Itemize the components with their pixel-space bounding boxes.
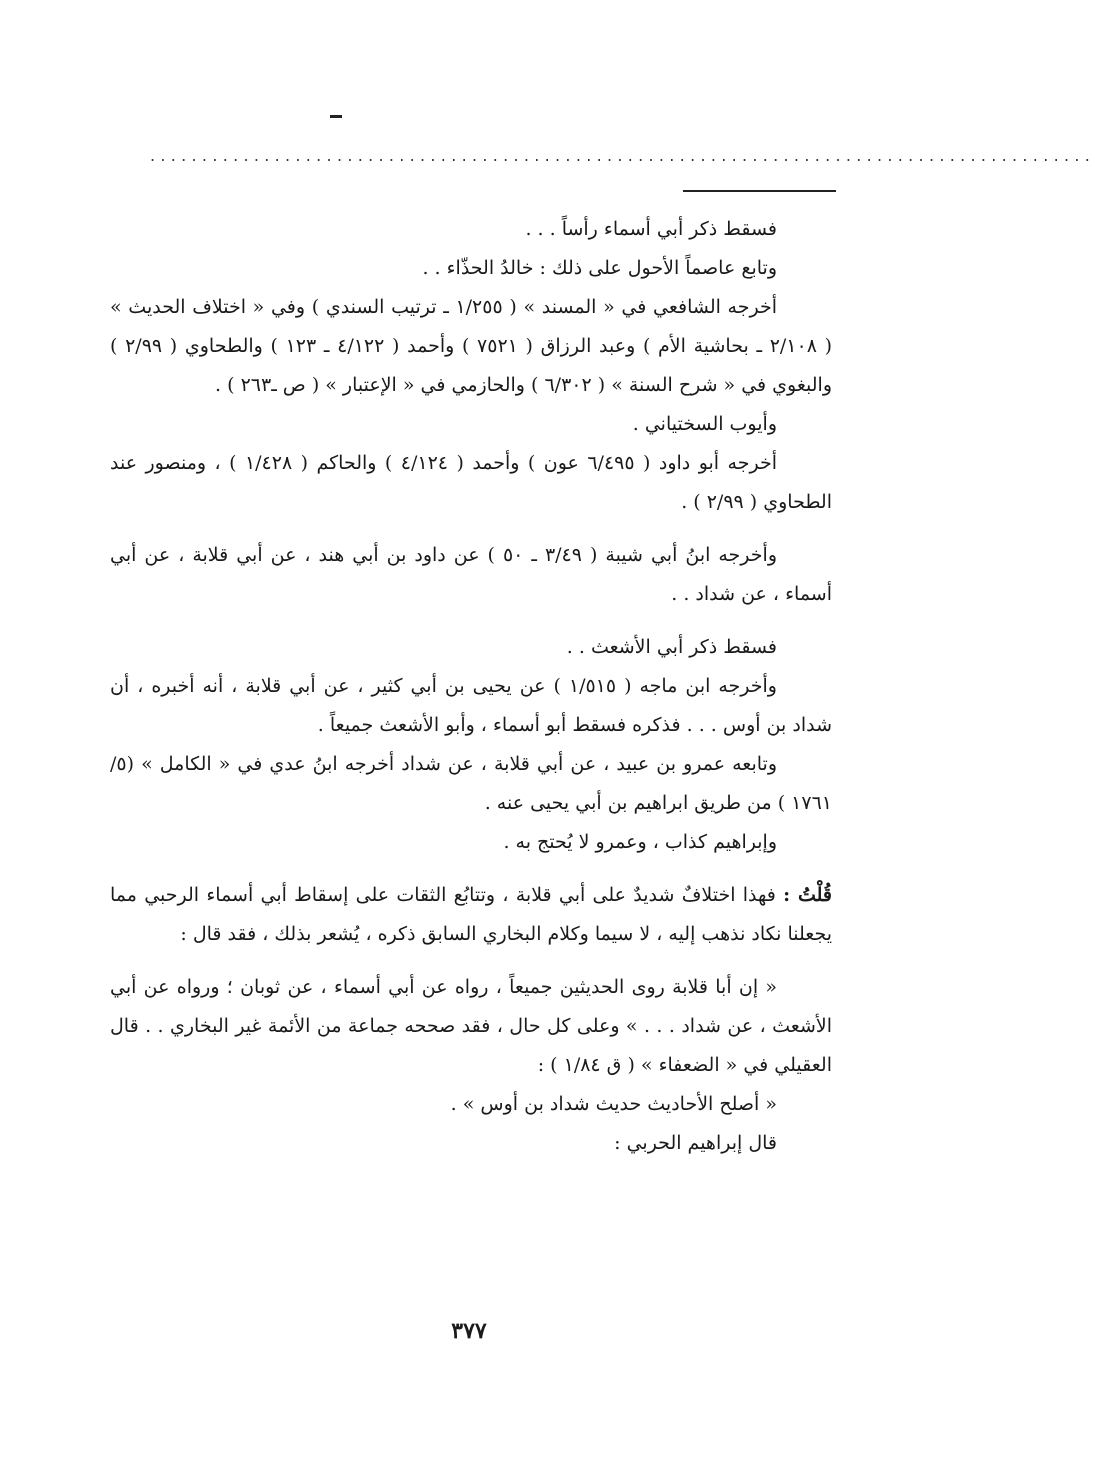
top-dash-mark <box>330 115 342 118</box>
paragraph: وتابعه عمرو بن عبيد ، عن أبي قلابة ، عن شداد أخرجه ابنُ عدي في « الكامل » (٥/ ١٧٦١ ) من طريق ابراهيم بن أبي يحيى عنه . <box>110 753 832 814</box>
paragraph: « أصلح الأحاديث حديث شداد بن أوس » . <box>450 1093 777 1115</box>
paragraph: أخرجه الشافعي في « المسند » ( ١/٢٥٥ ـ ترتيب السندي ) وفي « اختلاف الحديث » ( ٢/١٠٨ ـ بحاشية الأم ) وعبد الرزاق ( ٧٥٢١ ) وأحمد ( ٤/١٢٢ ـ ١٢٣ ) والطحاوي ( ٢/٩٩ ) والبغوي في « شرح السنة » ( ٦/٣٠٢ ) والحازمي في « الإعتبار » ( ص ـ٢٦٣ ) . <box>110 296 833 396</box>
paragraph: وتابع عاصماً الأحول على ذلك : خالدُ الحذّاء . . <box>422 257 777 279</box>
paragraph-text: فهذا اختلافٌ شديدٌ على أبي قلابة ، وتتابُع الثقات على إسقاط أبي أسماء الرحبي مما يجعلنا نكاد نذهب إليه ، لا سيما وكلام البخاري السابق ذكره ، يُشعر بذلك ، فقد قال : <box>110 884 832 945</box>
paragraph: أخرجه أبو داود ( ٦/٤٩٥ عون ) وأحمد ( ٤/١٢٤ ) والحاكم ( ١/٤٢٨ ) ، ومنصور عند الطحاوي ( ٢/٩٩ ) . <box>110 452 832 513</box>
main-text <box>110 210 832 1163</box>
paragraph: « إن أبا قلابة روى الحديثين جميعاً ، رواه عن أبي أسماء ، عن ثوبان ؛ ورواه عن أبي الأشعث ، عن شداد . . . » وعلى كل حال ، فقد صححه جماعة من الأئمة غير البخاري . . قال العقيلي في « الضعفاء » ( ق ١/٨٤ ) : <box>110 976 832 1076</box>
paragraph: قال إبراهيم الحربي : <box>614 1132 777 1154</box>
paragraph: فسقط ذكر أبي الأشعث . . <box>566 636 777 658</box>
qultu-paragraph <box>110 876 832 954</box>
page-number: ٣٧٧ <box>451 1318 487 1344</box>
paragraph: وأخرجه ابن ماجه ( ١/٥١٥ ) عن يحيى بن أبي كثير ، عن أبي قلابة ، أنه أخبره ، أن شداد بن أوس . . . فذكره فسقط أبو أسماء ، وأبو الأشعث جميعاً . <box>110 675 832 736</box>
qultu-label: قُلْتُ : <box>783 884 832 906</box>
paragraph: وإبراهيم كذاب ، وعمرو لا يُحتج به . <box>503 831 777 853</box>
paragraph: فسقط ذكر أبي أسماء رأساً . . . <box>525 218 777 240</box>
dotted-separator: ........................................................................................... <box>150 146 1095 165</box>
footnote-rule <box>683 190 836 192</box>
paragraph: وأخرجه ابنُ أبي شيبة ( ٣/٤٩ ـ ٥٠ ) عن داود بن أبي هند ، عن أبي قلابة ، عن أبي أسماء ، عن شداد . . <box>110 544 832 605</box>
paragraph: وأيوب السختياني . <box>632 413 777 435</box>
